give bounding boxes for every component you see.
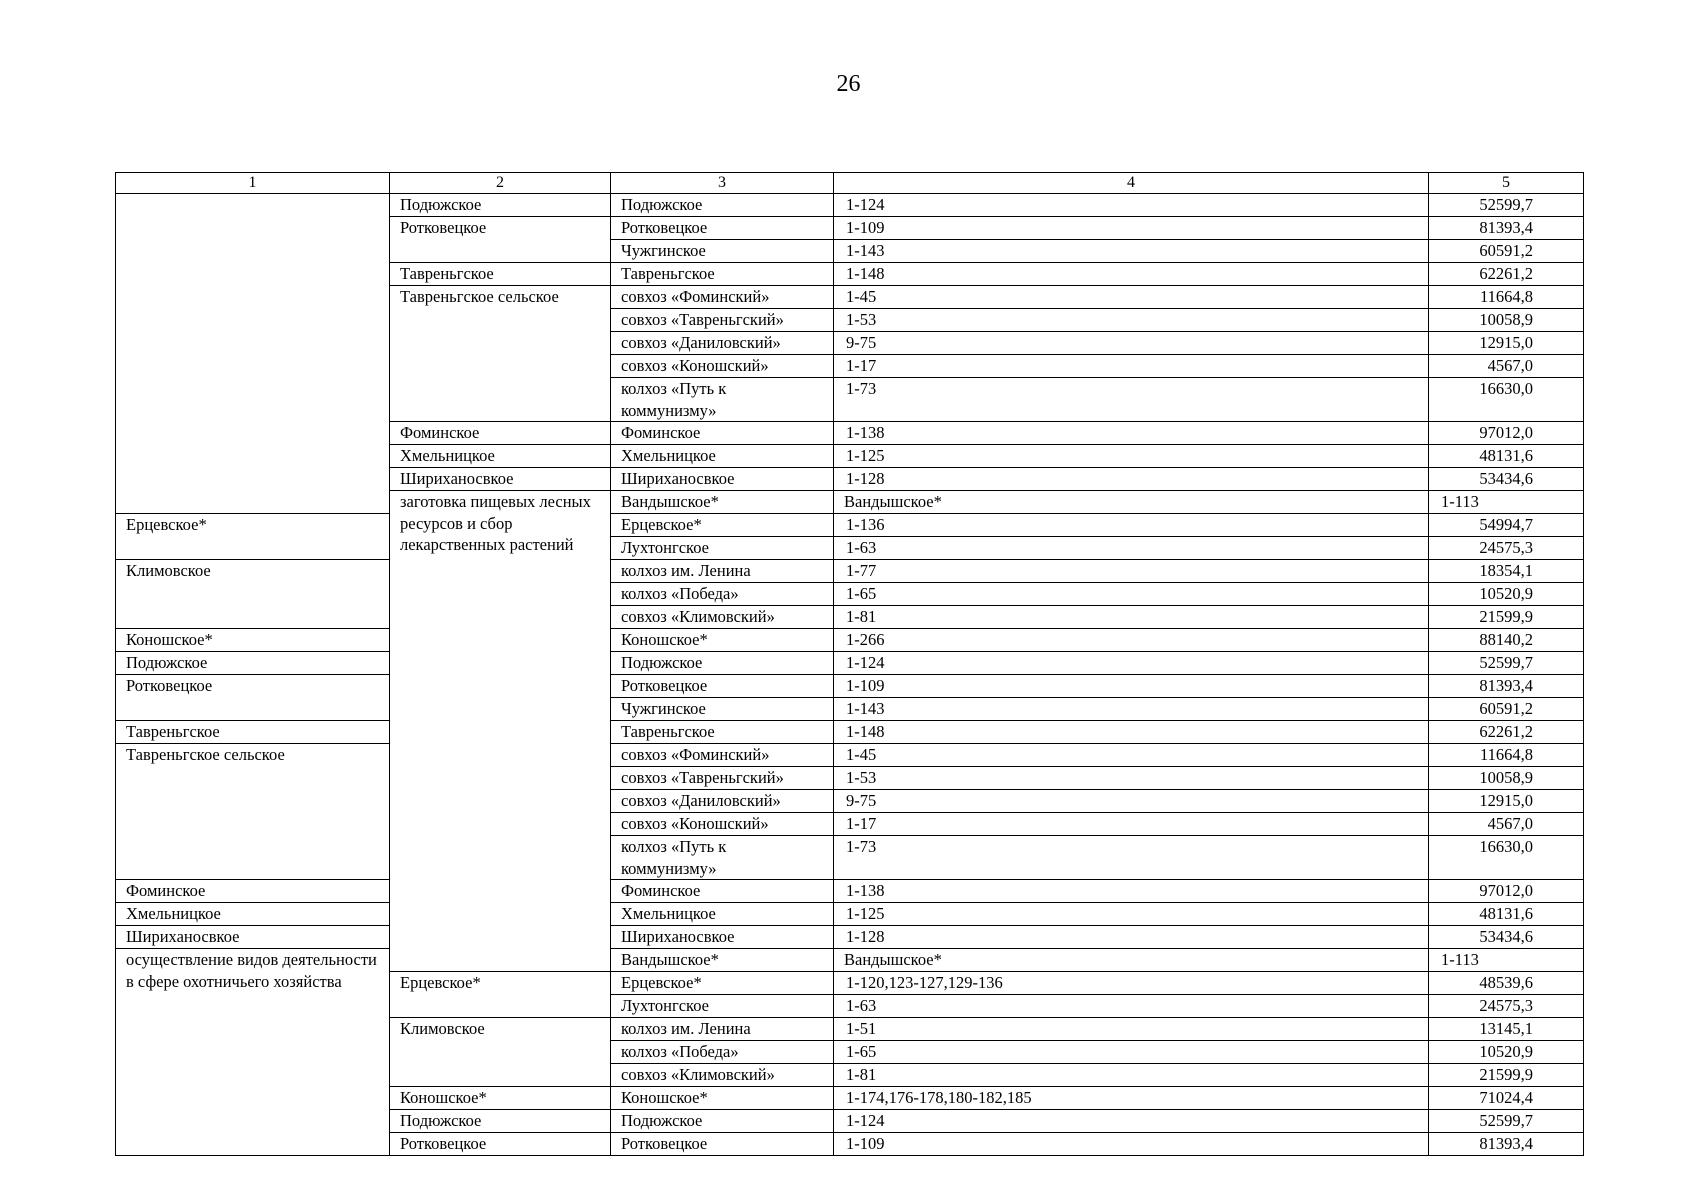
quarters-cell: 1-73 (834, 378, 1429, 422)
area-cell: 48539,6 (1429, 972, 1584, 995)
district-forestry-cell: Коношское* (611, 1087, 834, 1110)
header-col-2: 2 (390, 173, 611, 194)
area-cell: 48131,6 (1429, 445, 1584, 468)
quarters-cell: 1-124 (834, 652, 1429, 675)
forestry-cell: Тавреньгское сельское (390, 286, 611, 422)
header-col-4: 4 (834, 173, 1429, 194)
district-forestry-cell: Фоминское (611, 422, 834, 445)
area-cell: 62261,2 (1429, 721, 1584, 744)
area-cell: 60591,2 (1429, 240, 1584, 263)
district-forestry-cell: Коношское* (611, 629, 834, 652)
district-forestry-cell: Ротковецкое (611, 675, 834, 698)
district-forestry-cell: Тавреньгское (611, 263, 834, 286)
area-cell: 52599,7 (1429, 652, 1584, 675)
area-cell: 97012,0 (1429, 422, 1584, 445)
district-forestry-cell: Чужгинское (611, 698, 834, 721)
forestry-cell: Хмельницкое (390, 445, 611, 468)
activity-cell: заготовка пищевых лесных ресурсов и сбор лекарственных растений (390, 491, 611, 972)
district-forestry-cell: Вандышское* (834, 491, 1429, 514)
area-cell: 81393,4 (1429, 1133, 1584, 1156)
quarters-cell: 1-143 (834, 240, 1429, 263)
district-forestry-cell: совхоз «Даниловский» (611, 790, 834, 813)
area-cell: 52599,7 (1429, 194, 1584, 217)
area-cell: 18354,1 (1429, 560, 1584, 583)
area-cell: 24575,3 (1429, 995, 1584, 1018)
table-row (116, 675, 1584, 698)
area-cell: 4567,0 (1429, 355, 1584, 378)
district-forestry-cell: совхоз «Даниловский» (611, 332, 834, 355)
district-forestry-cell: Ротковецкое (611, 1133, 834, 1156)
district-forestry-cell: Чужгинское (611, 240, 834, 263)
activity-cell (116, 194, 390, 514)
quarters-cell: 1-109 (834, 1133, 1429, 1156)
quarters-cell: 1-124 (834, 194, 1429, 217)
area-cell: 16630,0 (1429, 836, 1584, 880)
table-header (116, 173, 1584, 194)
header-col-1: 1 (116, 173, 390, 194)
area-cell: 10058,9 (1429, 767, 1584, 790)
forestry-cell: Ерцевское* (390, 972, 611, 1018)
area-cell: 4567,0 (1429, 813, 1584, 836)
forestry-cell: Шириханосвкое (116, 926, 390, 949)
forestry-cell: Ротковецкое (390, 1133, 611, 1156)
table-row (116, 903, 1584, 926)
forestry-cell: Коношское* (390, 1087, 611, 1110)
area-cell: 10520,9 (1429, 583, 1584, 606)
district-forestry-cell: колхоз им. Ленина (611, 560, 834, 583)
quarters-cell: 1-63 (834, 537, 1429, 560)
area-cell: 16630,0 (1429, 378, 1584, 422)
area-cell: 52599,7 (1429, 1110, 1584, 1133)
header-row (116, 173, 1584, 194)
quarters-cell: 1-45 (834, 286, 1429, 309)
forestry-cell: Тавреньгское (390, 263, 611, 286)
quarters-cell: 1-109 (834, 675, 1429, 698)
area-cell: 53434,6 (1429, 468, 1584, 491)
table-row (116, 880, 1584, 903)
area-cell: 11664,8 (1429, 286, 1584, 309)
table-row (116, 194, 1584, 217)
header-col-5: 5 (1429, 173, 1584, 194)
area-cell: 81393,4 (1429, 675, 1584, 698)
district-forestry-cell: совхоз «Тавреньгский» (611, 767, 834, 790)
forestry-cell: Ерцевское* (116, 514, 390, 560)
district-forestry-cell: совхоз «Климовский» (611, 606, 834, 629)
forestry-cell: Подюжское (390, 194, 611, 217)
quarters-cell: 1-125 (834, 445, 1429, 468)
quarters-cell: 1-51 (834, 1018, 1429, 1041)
district-forestry-cell: Ерцевское* (611, 514, 834, 537)
area-cell: 88140,2 (1429, 629, 1584, 652)
table-row (116, 926, 1584, 949)
quarters-cell: 1-53 (834, 767, 1429, 790)
area-cell: 48131,6 (1429, 903, 1584, 926)
district-forestry-cell: Лухтонгское (611, 537, 834, 560)
district-forestry-cell: Подюжское (611, 652, 834, 675)
area-cell: 13145,1 (1429, 1018, 1584, 1041)
quarters-cell: 9-75 (834, 332, 1429, 355)
table-row (116, 652, 1584, 675)
page-number: 26 (836, 71, 861, 97)
district-forestry-cell: совхоз «Коношский» (611, 355, 834, 378)
quarters-cell: 1-124 (834, 1110, 1429, 1133)
forestry-cell: Вандышское* (611, 949, 834, 972)
quarters-cell: 1-65 (834, 583, 1429, 606)
district-forestry-cell: совхоз «Климовский» (611, 1064, 834, 1087)
area-cell: 21599,9 (1429, 1064, 1584, 1087)
activity-cell: осуществление видов деятельности в сфере охотничьего хозяйства (116, 949, 390, 1156)
forestry-cell: Подюжское (390, 1110, 611, 1133)
quarters-cell: 1-143 (834, 698, 1429, 721)
quarters-cell: 1-148 (834, 263, 1429, 286)
forestry-cell: Фоминское (116, 880, 390, 903)
area-cell: 62261,2 (1429, 263, 1584, 286)
forestry-cell: Вандышское* (611, 491, 834, 514)
table-body (116, 194, 1584, 1156)
area-cell: 53434,6 (1429, 926, 1584, 949)
forestry-cell: Ротковецкое (116, 675, 390, 721)
district-forestry-cell: колхоз «Победа» (611, 1041, 834, 1064)
quarters-cell: 1-53 (834, 309, 1429, 332)
quarters-cell: 1-113 (1429, 949, 1584, 972)
quarters-cell: 1-148 (834, 721, 1429, 744)
quarters-cell: 1-138 (834, 880, 1429, 903)
district-forestry-cell: Подюжское (611, 194, 834, 217)
area-cell: 81393,4 (1429, 217, 1584, 240)
district-forestry-cell: Ерцевское* (611, 972, 834, 995)
district-forestry-cell: Тавреньгское (611, 721, 834, 744)
quarters-cell: 1-125 (834, 903, 1429, 926)
area-cell: 54994,7 (1429, 514, 1584, 537)
district-forestry-cell: Фоминское (611, 880, 834, 903)
quarters-cell: 9-75 (834, 790, 1429, 813)
quarters-cell: 1-128 (834, 926, 1429, 949)
area-cell: 71024,4 (1429, 1087, 1584, 1110)
area-cell: 21599,9 (1429, 606, 1584, 629)
area-cell: 12915,0 (1429, 790, 1584, 813)
area-cell: 12915,0 (1429, 332, 1584, 355)
quarters-cell: 1-81 (834, 1064, 1429, 1087)
district-forestry-cell: Подюжское (611, 1110, 834, 1133)
quarters-cell: 1-138 (834, 422, 1429, 445)
area-cell: 11664,8 (1429, 744, 1584, 767)
district-forestry-cell: Вандышское* (834, 949, 1429, 972)
district-forestry-cell: совхоз «Тавреньгский» (611, 309, 834, 332)
district-forestry-cell: Шириханосвкое (611, 468, 834, 491)
quarters-cell: 1-136 (834, 514, 1429, 537)
district-forestry-cell: Ротковецкое (611, 217, 834, 240)
quarters-cell: 1-81 (834, 606, 1429, 629)
table-row (116, 560, 1584, 583)
quarters-cell: 1-120,123-127,129-136 (834, 972, 1429, 995)
district-forestry-cell: Хмельницкое (611, 445, 834, 468)
forestry-cell: Климовское (390, 1018, 611, 1087)
area-cell: 10058,9 (1429, 309, 1584, 332)
forestry-cell: Хмельницкое (116, 903, 390, 926)
area-cell: 60591,2 (1429, 698, 1584, 721)
district-forestry-cell: Шириханосвкое (611, 926, 834, 949)
area-cell: 24575,3 (1429, 537, 1584, 560)
quarters-cell: 1-174,176-178,180-182,185 (834, 1087, 1429, 1110)
district-forestry-cell: колхоз «Победа» (611, 583, 834, 606)
district-forestry-cell: совхоз «Коношский» (611, 813, 834, 836)
district-forestry-cell: Лухтонгское (611, 995, 834, 1018)
table-row (116, 949, 1584, 972)
table-row (116, 721, 1584, 744)
quarters-cell: 1-17 (834, 813, 1429, 836)
district-forestry-cell: колхоз им. Ленина (611, 1018, 834, 1041)
forestry-cell: Шириханосвкое (390, 468, 611, 491)
forestry-cell: Тавреньгское сельское (116, 744, 390, 880)
area-cell: 10520,9 (1429, 1041, 1584, 1064)
table-row (116, 514, 1584, 537)
district-forestry-cell: колхоз «Путь к коммунизму» (611, 378, 834, 422)
forestry-cell: Коношское* (116, 629, 390, 652)
quarters-cell: 1-63 (834, 995, 1429, 1018)
forest-use-table (115, 172, 1584, 1156)
quarters-cell: 1-266 (834, 629, 1429, 652)
quarters-cell: 1-128 (834, 468, 1429, 491)
quarters-cell: 1-65 (834, 1041, 1429, 1064)
district-forestry-cell: Хмельницкое (611, 903, 834, 926)
district-forestry-cell: колхоз «Путь к коммунизму» (611, 836, 834, 880)
quarters-cell: 1-77 (834, 560, 1429, 583)
quarters-cell: 1-113 (1429, 491, 1584, 514)
area-cell: 97012,0 (1429, 880, 1584, 903)
forestry-cell: Климовское (116, 560, 390, 629)
quarters-cell: 1-109 (834, 217, 1429, 240)
table-row (116, 744, 1584, 767)
forestry-cell: Подюжское (116, 652, 390, 675)
quarters-cell: 1-73 (834, 836, 1429, 880)
district-forestry-cell: совхоз «Фоминский» (611, 286, 834, 309)
district-forestry-cell: совхоз «Фоминский» (611, 744, 834, 767)
table-row (116, 629, 1584, 652)
forestry-cell: Ротковецкое (390, 217, 611, 263)
forestry-cell: Фоминское (390, 422, 611, 445)
quarters-cell: 1-45 (834, 744, 1429, 767)
forestry-cell: Тавреньгское (116, 721, 390, 744)
quarters-cell: 1-17 (834, 355, 1429, 378)
header-col-3: 3 (611, 173, 834, 194)
